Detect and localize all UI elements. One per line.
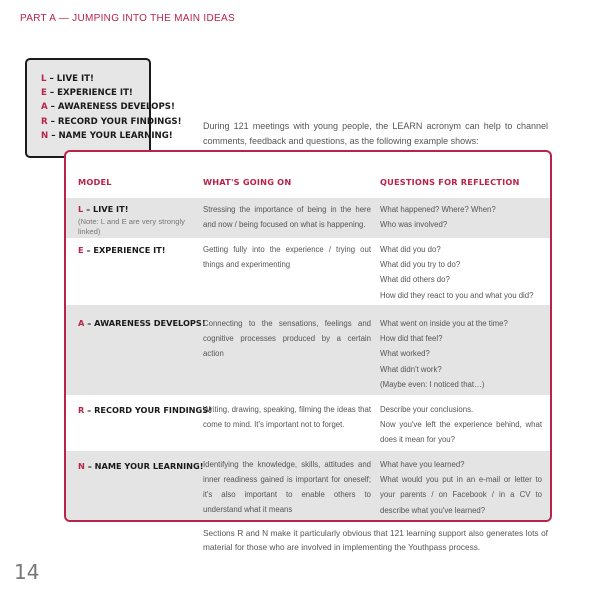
going-on-cell: Getting fully into the experience / trying out things and experimenting <box>203 245 371 269</box>
question-line: (Maybe even: I noticed that…) <box>380 379 485 389</box>
model-title: L – LIVE IT! <box>78 204 129 214</box>
question-line: How did they react to you and what you did? <box>380 290 534 300</box>
model-cell <box>78 317 206 329</box>
question-line: What worked? <box>380 349 430 359</box>
learn-acronym-box <box>25 58 182 158</box>
footer-paragraph: Sections R and N make it particularly obvious that 121 learning support also generates lots of material for those who are involved in implementing the Youthpass process. <box>203 528 548 552</box>
question-line: Who was involved? <box>380 220 448 230</box>
learn-table <box>64 150 552 522</box>
table-row-live-it <box>66 198 550 238</box>
question-line: What went on inside you at the time? <box>380 319 508 328</box>
header-questions: QUESTIONS FOR REFLECTION <box>380 177 520 187</box>
going-on-cell: Writing, drawing, speaking, filming the ideas that come to mind. It's important not to forget. <box>203 405 371 429</box>
going-on-cell: Connecting to the sensations, feelings and cognitive processes produced by a certain action <box>203 319 371 358</box>
questions-cell <box>380 402 542 448</box>
header-model: MODEL <box>78 177 112 187</box>
table-row-awareness-develops <box>66 305 550 395</box>
learn-line-r: R – RECORD YOUR FINDINGS! <box>41 116 182 127</box>
questions-cell <box>380 316 542 392</box>
going-on-cell: Identifying the knowledge, skills, attitudes and inner readiness gained is important for oneself; it's also important to enable others to understand what it means <box>203 460 371 514</box>
going-on-cell: Stressing the importance of being in the here and now / being focused on what is happening. <box>203 205 371 229</box>
learn-line-e: E – EXPERIENCE IT! <box>41 88 133 99</box>
question-line: Now you've left the experience behind, what does it mean for you? <box>380 420 542 445</box>
questions-cell <box>380 457 542 518</box>
model-title: N – NAME YOUR LEARNING! <box>78 461 204 471</box>
question-line: How did that feel? <box>380 334 443 344</box>
question-line: What would you put in an e-mail or letter to your parents / on Facebook / in a CV to describe what you've learned? <box>380 475 542 515</box>
questions-cell <box>380 242 542 303</box>
question-line: What didn't work? <box>380 364 442 374</box>
model-title: R – RECORD YOUR FINDINGS! <box>78 405 212 415</box>
model-cell <box>78 404 212 416</box>
section-header: PART A — JUMPING INTO THE MAIN IDEAS <box>20 13 235 24</box>
learn-line-n: N – NAME YOUR LEARNING! <box>41 130 173 141</box>
model-title: A – AWARENESS DEVELOPS! <box>78 318 206 328</box>
learn-line-l: L – LIVE IT! <box>41 74 94 84</box>
model-cell <box>78 460 204 472</box>
table-header-row <box>66 152 550 198</box>
learn-line-a: A – AWARENESS DEVELOPS! <box>41 102 175 113</box>
model-note: (Note: L and E are very strongly linked) <box>78 217 185 236</box>
questions-cell <box>380 202 542 232</box>
question-line: Describe your conclusions. <box>380 405 474 414</box>
table-row-record-findings <box>66 395 550 451</box>
model-cell <box>78 244 166 256</box>
table-row-name-learning <box>66 451 550 522</box>
model-title: E – EXPERIENCE IT! <box>78 245 166 255</box>
question-line: What did you try to do? <box>380 260 461 270</box>
table-row-experience-it <box>66 238 550 305</box>
page-number: 14 <box>14 560 40 584</box>
model-cell <box>78 203 188 237</box>
intro-paragraph: During 121 meetings with young people, the LEARN acronym can help to channel comments, feedback and questions, as the following example shows: <box>203 121 548 146</box>
question-line: What have you learned? <box>380 460 465 469</box>
header-going-on: WHAT'S GOING ON <box>203 177 292 187</box>
question-line: What did others do? <box>380 275 450 285</box>
question-line: What happened? Where? When? <box>380 205 496 214</box>
question-line: What did you do? <box>380 245 441 254</box>
